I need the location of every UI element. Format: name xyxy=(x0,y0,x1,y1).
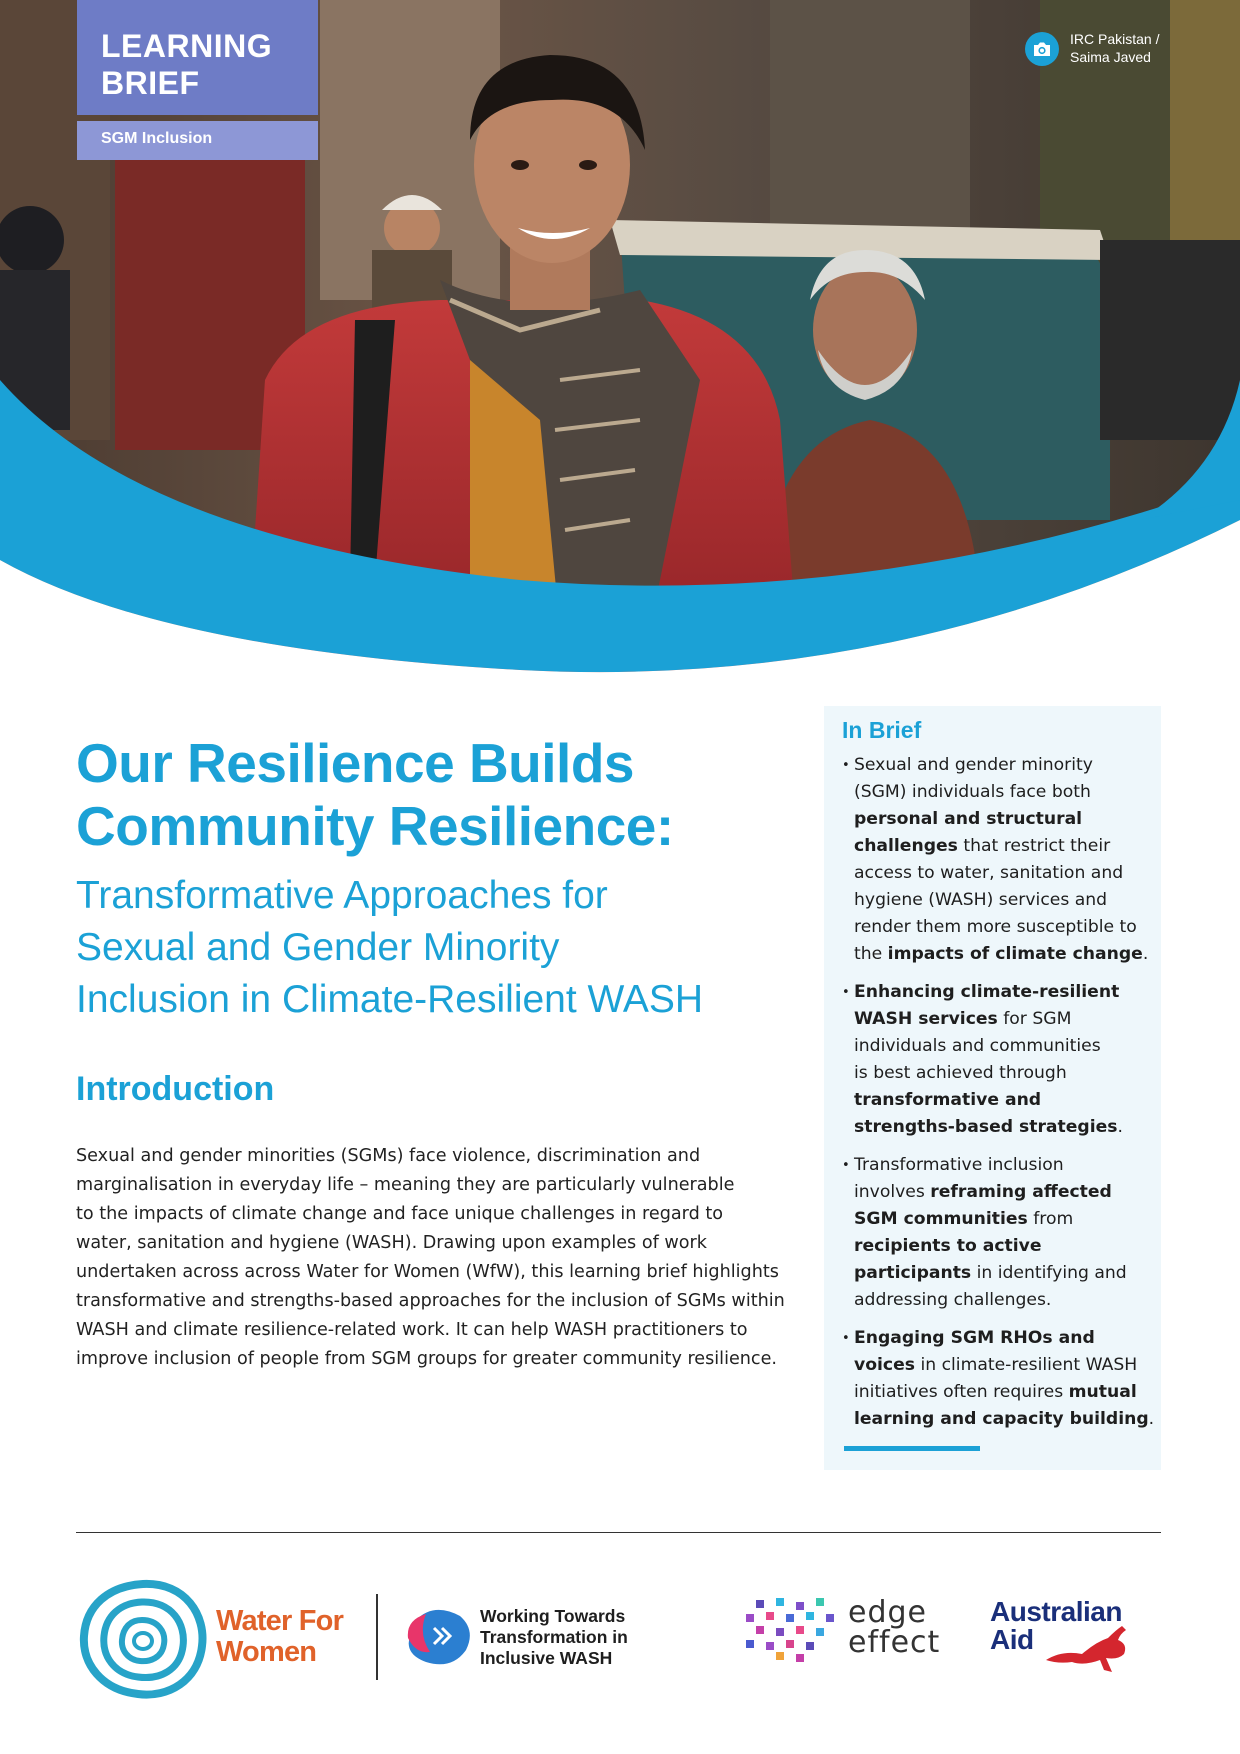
bullet-emphasis: reframing affected xyxy=(930,1182,1112,1202)
bullet-text: involves xyxy=(854,1182,931,1202)
page-title xyxy=(76,732,796,858)
subtitle-line: Sexual and Gender Minority xyxy=(76,926,560,969)
bullet-emphasis: personal and structural xyxy=(854,809,1083,829)
bullet-text: . xyxy=(1117,1117,1123,1137)
edge-line: edge xyxy=(848,1595,927,1630)
bullet-text: addressing challenges. xyxy=(854,1290,1052,1310)
edge-line: effect xyxy=(848,1625,941,1660)
badge-line: LEARNING xyxy=(101,28,273,64)
bullet-emphasis: mutual xyxy=(1068,1382,1137,1402)
paragraph-line: transformative and strengths-based approaches for the inclusion of SGMs within xyxy=(76,1291,785,1311)
wtt-line: Transformation in xyxy=(480,1627,628,1647)
bullet-emphasis: SGM communities xyxy=(854,1209,1028,1229)
brief-bullet-4 xyxy=(842,1325,1161,1433)
bullet-text: the xyxy=(854,944,888,964)
bullet-emphasis: WASH services xyxy=(854,1009,998,1029)
bullet-emphasis: impacts of climate change xyxy=(887,944,1143,964)
bullet-emphasis: Enhancing climate-resilient xyxy=(854,982,1120,1002)
credit-line: IRC Pakistan / xyxy=(1070,31,1160,47)
photo-credit xyxy=(1025,30,1159,66)
brief-bullet-3 xyxy=(842,1152,1161,1314)
in-brief-heading: In Brief xyxy=(842,717,922,743)
paragraph-line: water, sanitation and hygiene (WASH). Drawing upon examples of work xyxy=(76,1233,707,1253)
wfw-swirl-icon xyxy=(76,1576,211,1701)
bullet-emphasis: recipients to active xyxy=(854,1236,1042,1256)
bullet-text: access to water, sanitation and xyxy=(854,863,1124,883)
bullet-emphasis: strengths-based strategies xyxy=(854,1117,1118,1137)
edge-effect-logo xyxy=(746,1594,946,1674)
brief-bullet-1 xyxy=(842,752,1161,968)
bullet-text: • Transformative inclusion xyxy=(854,1155,1064,1175)
bullet-emphasis: challenges xyxy=(854,836,958,856)
wfw-line: Water For xyxy=(216,1605,344,1637)
paragraph-line: marginalisation in everyday life – meaning they are particularly vulnerable xyxy=(76,1175,735,1195)
aus-line: Australian xyxy=(990,1596,1122,1627)
bullet-text: . xyxy=(1148,1409,1155,1429)
working-towards-transformation-logo xyxy=(404,1604,664,1672)
wtt-line: Working Towards xyxy=(480,1606,626,1626)
paragraph-line: improve inclusion of people from SGM groups for greater community resilience. xyxy=(76,1349,778,1369)
bullet-text: in identifying and xyxy=(971,1263,1127,1283)
bullet-text: from xyxy=(1027,1209,1074,1229)
bullet-text: initiatives often requires xyxy=(854,1382,1069,1402)
kangaroo-icon xyxy=(1042,1620,1142,1680)
wfw-line: Women xyxy=(216,1636,317,1668)
credit-line: Saima Javed xyxy=(1070,49,1151,65)
bullet-text: • Sexual and gender minority xyxy=(854,755,1093,775)
bullet-text: individuals and communities xyxy=(854,1036,1101,1056)
bullet-text: . xyxy=(1142,944,1149,964)
bullet-text: (SGM) individuals face both xyxy=(854,782,1091,802)
bullet-emphasis: participants xyxy=(854,1263,972,1283)
bullet-text: that restrict their xyxy=(957,836,1111,856)
camera-icon xyxy=(1025,32,1059,66)
subtitle-line: Transformative Approaches for xyxy=(76,874,608,917)
water-for-women-logo xyxy=(76,1576,366,1701)
brief-bullet-2 xyxy=(842,979,1161,1141)
wfw-wordmark xyxy=(216,1606,343,1668)
paragraph-line: WASH and climate resilience-related work. It can help WASH practitioners to xyxy=(76,1320,748,1340)
wtt-wordmark xyxy=(480,1606,628,1669)
footer-separator xyxy=(376,1594,378,1680)
aus-line: Aid xyxy=(990,1624,1034,1655)
title-line: Our Resilience Builds xyxy=(76,732,635,794)
in-brief-panel xyxy=(824,706,1161,1470)
subtitle-line: Inclusion in Climate-Resilient WASH xyxy=(76,978,704,1021)
bullet-emphasis: voices xyxy=(854,1355,915,1375)
bullet-text: hygiene (WASH) services and xyxy=(854,890,1108,910)
introduction-heading: Introduction xyxy=(76,1070,275,1108)
wtt-emblem-icon xyxy=(404,1604,474,1668)
title-line: Community Resilience: xyxy=(76,795,674,857)
australian-aid-logo xyxy=(990,1598,1150,1678)
edge-effect-wordmark xyxy=(848,1595,941,1660)
bullet-emphasis: Engaging SGM RHOs and xyxy=(854,1328,1095,1348)
bullet-emphasis: learning and capacity building xyxy=(854,1409,1149,1429)
wtt-line: Inclusive WASH xyxy=(480,1648,613,1668)
footer-divider xyxy=(76,1532,1161,1533)
bullet-text: render them more susceptible to xyxy=(854,917,1137,937)
edge-effect-mosaic-icon xyxy=(746,1594,842,1664)
bullet-emphasis: transformative and xyxy=(854,1090,1042,1110)
paragraph-line: to the impacts of climate change and face unique challenges in regard to xyxy=(76,1204,723,1224)
paragraph-line: undertaken across across Water for Women (WfW), this learning brief highlights xyxy=(76,1262,779,1282)
badge-line: BRIEF xyxy=(101,65,200,101)
in-brief-accent-rule xyxy=(844,1446,980,1451)
learning-brief-badge xyxy=(77,0,318,160)
badge-title xyxy=(77,0,318,115)
paragraph-line: Sexual and gender minorities (SGMs) face violence, discrimination and xyxy=(76,1146,701,1166)
badge-tag: SGM Inclusion xyxy=(77,121,318,160)
bullet-text: is best achieved through xyxy=(854,1063,1067,1083)
bullet-text: for SGM xyxy=(997,1009,1072,1029)
page-subtitle xyxy=(76,870,806,1026)
bullet-text: in climate-resilient WASH xyxy=(914,1355,1138,1375)
introduction-paragraph xyxy=(76,1142,796,1374)
